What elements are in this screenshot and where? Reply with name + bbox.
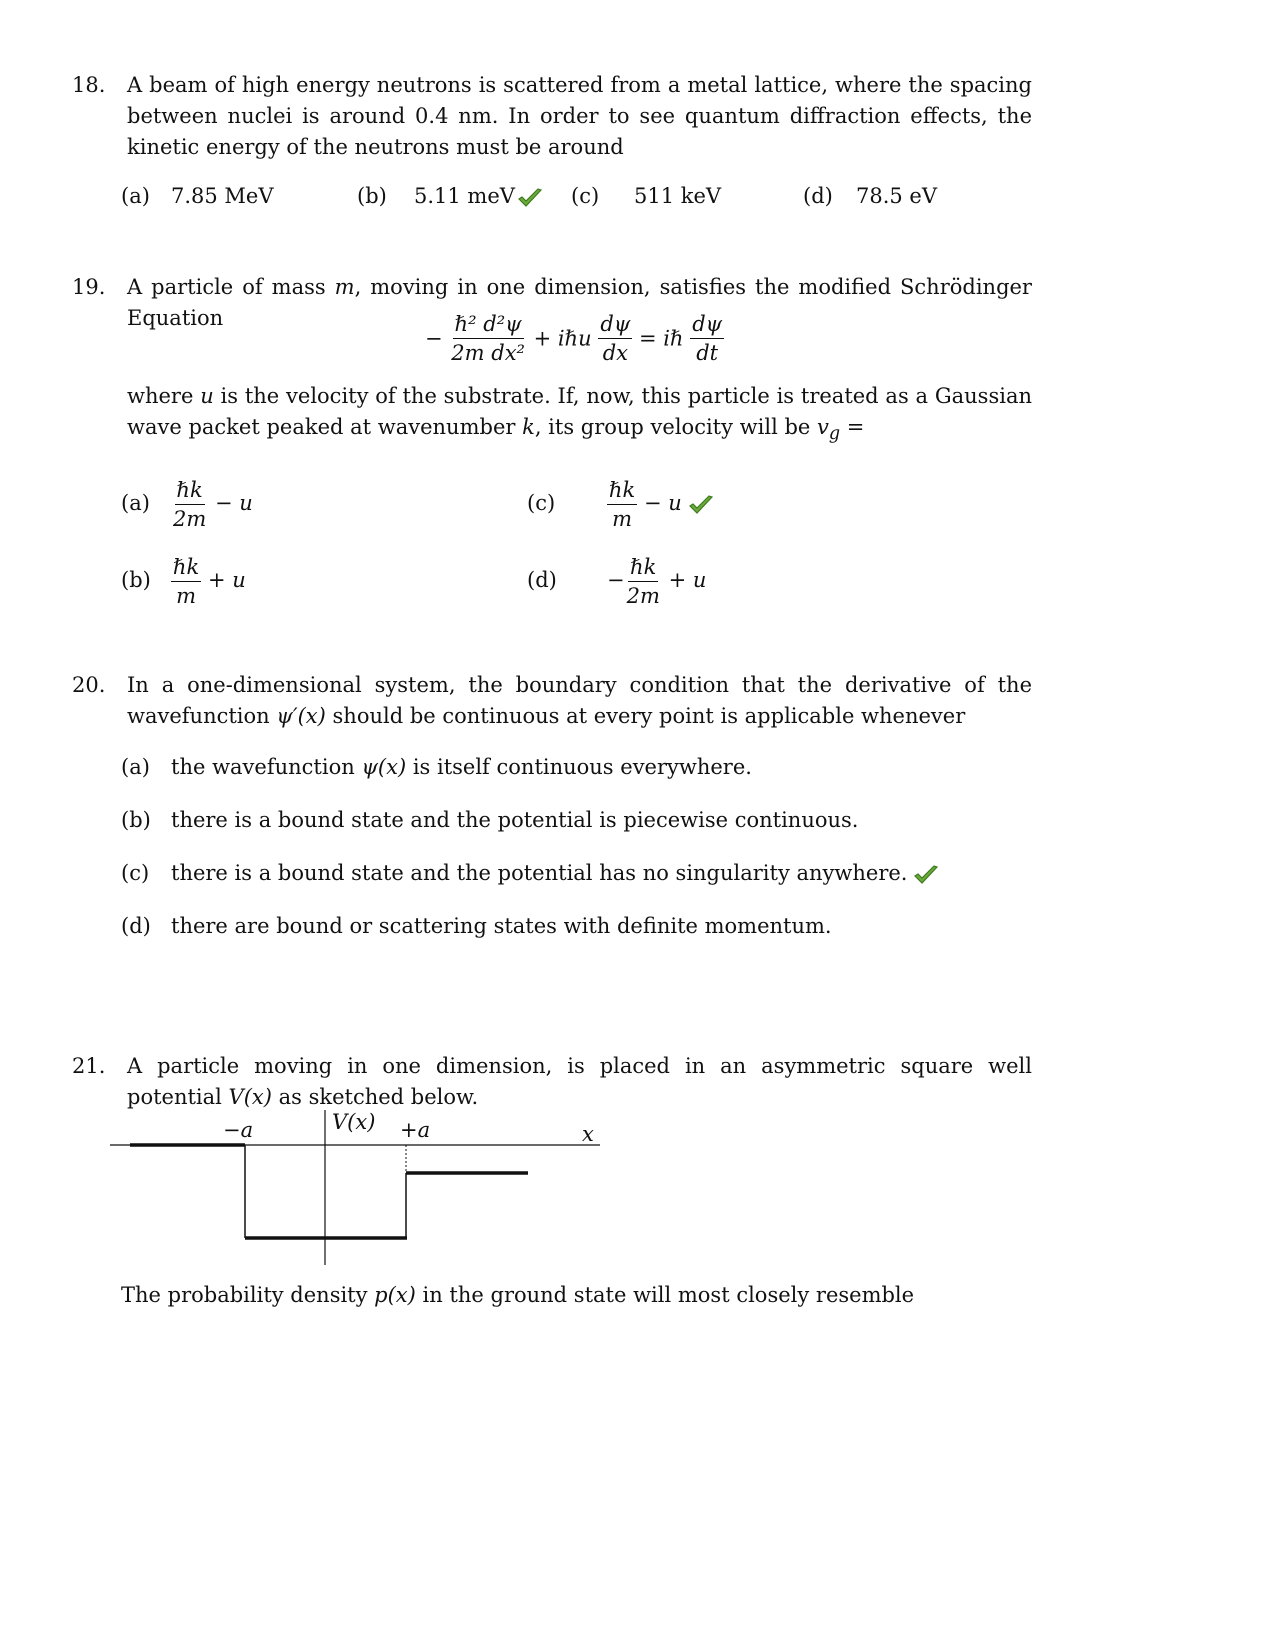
question-18 [72, 70, 1032, 163]
option-label: (c) [527, 491, 556, 515]
label-plus-a: +a [400, 1118, 431, 1142]
option-19c[interactable] [527, 478, 714, 531]
eq-equals-term: = iℏ [638, 326, 684, 351]
fraction-denominator: 2m [626, 584, 660, 608]
stem-text: , moving in one dimension, satisfies the modified Schrödinger Equation [127, 275, 1032, 330]
question-stem-continued [127, 381, 1032, 450]
fraction-numerator: ℏ² d²ψ [453, 312, 524, 339]
checkmark-icon [913, 864, 939, 886]
stem-variable: ψ′(x) [276, 704, 326, 728]
option-label: (b) [357, 184, 387, 208]
option-term: + u [668, 568, 707, 592]
eq-minus: − [425, 326, 443, 351]
eq-plus-term: + iℏu [533, 326, 592, 351]
option-label: (a) [121, 184, 150, 208]
option-term: − u [214, 491, 253, 515]
stem-text: = [840, 415, 865, 439]
fraction-denominator: m [612, 507, 633, 531]
stem-text: A particle moving in one dimension, is placed in an asymmetric square well potential [127, 1054, 1032, 1109]
followup-variable: p(x) [374, 1283, 416, 1307]
stem-variable: v [817, 415, 829, 439]
eq-fraction-2 [598, 312, 632, 365]
question-21-followup [121, 1281, 914, 1309]
label-minus-a: −a [223, 1118, 254, 1142]
option-fraction [625, 555, 662, 608]
option-18a[interactable] [121, 182, 274, 210]
question-20 [72, 670, 1032, 732]
stem-text: A particle of mass [127, 275, 335, 299]
stem-text: as sketched below. [271, 1085, 479, 1109]
fraction-numerator: ℏk [607, 478, 637, 505]
followup-text: in the ground state will most closely resemble [415, 1283, 915, 1307]
option-20c[interactable] [121, 859, 939, 887]
option-18d[interactable] [803, 182, 937, 210]
option-term: + u [207, 568, 246, 592]
stem-variable: k [522, 415, 535, 439]
followup-text: The probability density [121, 1283, 375, 1307]
option-text: 78.5 eV [856, 184, 938, 208]
question-21 [72, 1051, 1032, 1113]
eq-fraction-3 [690, 312, 724, 365]
stem-variable: u [200, 384, 214, 408]
option-text: 511 keV [634, 184, 722, 208]
stem-text: where [127, 384, 201, 408]
stem-variable: m [334, 275, 355, 299]
question-stem [127, 1051, 1032, 1113]
option-label: (a) [121, 755, 150, 779]
option-label: (d) [527, 568, 557, 592]
stem-variable: V(x) [228, 1085, 272, 1109]
option-label: (b) [121, 568, 151, 592]
option-text: there are bound or scattering states with definite momentum. [171, 914, 832, 938]
stem-text: In a one-dimensional system, the boundary condition that the derivative of the wavefunction [127, 673, 1032, 728]
question-number: 20. [72, 673, 106, 697]
option-text: there is a bound state and the potential is piecewise continuous. [171, 808, 859, 832]
fraction-numerator: dψ [598, 312, 632, 339]
option-text: is itself continuous everywhere. [406, 755, 752, 779]
option-term: − u [643, 491, 682, 515]
option-19b[interactable] [121, 555, 246, 608]
fraction-denominator: 2m [173, 507, 207, 531]
option-fraction [607, 478, 637, 531]
fraction-denominator: 2m dx² [451, 341, 525, 365]
option-label: (c) [121, 861, 150, 885]
question-number: 19. [72, 275, 106, 299]
label-x: x [582, 1122, 594, 1146]
option-20b[interactable] [121, 806, 858, 834]
fraction-denominator: dx [602, 341, 628, 365]
fraction-numerator: ℏk [175, 478, 205, 505]
option-18c[interactable] [571, 182, 721, 210]
option-text: the wavefunction [171, 755, 362, 779]
fraction-denominator: m [176, 584, 197, 608]
stem-text: should be continuous at every point is applicable whenever [325, 704, 966, 728]
question-number: 21. [72, 1054, 106, 1078]
checkmark-icon [517, 187, 543, 209]
option-19d[interactable] [527, 555, 706, 608]
stem-text: , its group velocity will be [534, 415, 818, 439]
checkmark-icon [688, 494, 714, 516]
fraction-numerator: dψ [690, 312, 724, 339]
option-20a[interactable] [121, 753, 752, 781]
option-fraction [171, 478, 208, 531]
option-label: (a) [121, 491, 150, 515]
option-label: (b) [121, 808, 151, 832]
option-text: 7.85 MeV [171, 184, 274, 208]
question-stem [127, 670, 1032, 732]
option-18b[interactable] [357, 182, 543, 210]
potential-well-diagram [100, 1105, 620, 1270]
stem-subscript: g [828, 424, 841, 445]
stem-text: is the velocity of the substrate. If, now, this particle is treated as a Gaussian wave packet peaked at wavenumber [127, 384, 1032, 439]
eq-fraction-1 [449, 312, 527, 365]
question-stem: A beam of high energy neutrons is scattered from a metal lattice, where the spacing between nuclei is around 0.4 nm. In order to see quantum diffraction effects, the kinetic energy of the neutrons must be around [127, 73, 1032, 159]
option-prefix: − [607, 568, 625, 592]
option-label: (c) [571, 184, 600, 208]
question-19-continuation [72, 381, 1032, 450]
option-20d[interactable] [121, 912, 832, 940]
fraction-numerator: ℏk [171, 555, 201, 582]
option-fraction [171, 555, 201, 608]
option-19a[interactable] [121, 478, 253, 531]
label-vx: V(x) [332, 1110, 376, 1134]
question-number: 18. [72, 73, 106, 97]
option-text: there is a bound state and the potential has no singularity anywhere. [171, 861, 908, 885]
fraction-denominator: dt [696, 341, 719, 365]
option-label: (d) [803, 184, 833, 208]
fraction-numerator: ℏk [628, 555, 658, 582]
option-label: (d) [121, 914, 151, 938]
schrodinger-equation [425, 312, 724, 365]
option-variable: ψ(x) [361, 755, 407, 779]
option-text: 5.11 meV [414, 184, 515, 208]
